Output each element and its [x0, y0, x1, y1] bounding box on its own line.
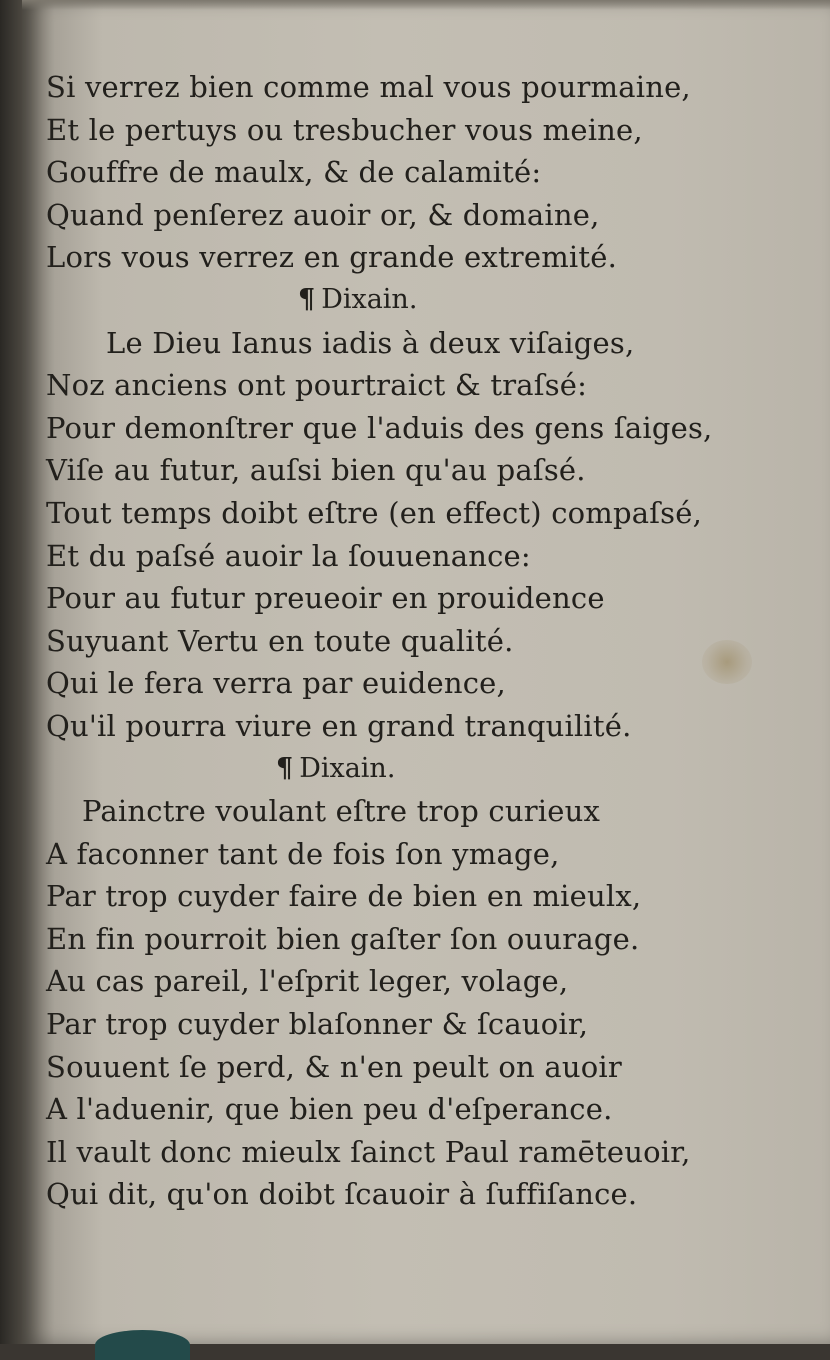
- stanza-3: [46, 790, 786, 1216]
- page-top-edge: [22, 0, 830, 10]
- dixain-heading: [46, 279, 786, 322]
- verse-line: Qu'il pourra viure en grand tranquilité.: [46, 708, 632, 743]
- verse-line: Par trop cuyder blaſonner & ſcauoir,: [46, 1007, 589, 1042]
- dixain-heading: [46, 748, 786, 791]
- verse-line: Noz anciens ont pourtraict & traſsé:: [46, 368, 588, 403]
- verse-line: Souuent ſe perd, & n'en peult on auoir: [46, 1049, 622, 1084]
- verse-line: En fin pourroit bien gaſter ſon ouurage.: [46, 921, 640, 956]
- verse-line: Et le pertuys ou tresbucher vous meine,: [46, 112, 643, 147]
- verse-line: Tout temps doibt eſtre (en effect) compaſsé,: [46, 495, 703, 530]
- verse-line: Quand penſerez auoir or, & domaine,: [46, 197, 600, 232]
- verse-line: Qui le fera verra par euidence,: [46, 666, 506, 701]
- verse-line: Il vault donc mieulx ſainct Paul ramēteuoir,: [46, 1134, 691, 1169]
- verse-line: Par trop cuyder faire de bien en mieulx,: [46, 879, 642, 914]
- verse-line: Suyuant Vertu en toute qualité.: [46, 623, 514, 658]
- verse-line: Et du paſsé auoir la ſouuenance:: [46, 538, 531, 573]
- stanza-1: [46, 66, 786, 279]
- verse-line: Gouffre de maulx, & de calamité:: [46, 155, 542, 190]
- verse-line: Si verrez bien comme mal vous pourmaine,: [46, 70, 691, 104]
- verse-line: Pour demonſtrer que l'aduis des gens ſaiges,: [46, 410, 713, 445]
- verse-line: Painctre voulant eſtre trop curieux: [82, 794, 601, 829]
- verse-line: Pour au futur preueoir en prouidence: [46, 581, 605, 616]
- verse-line: Qui dit, qu'on doibt ſcauoir à ſuffiſance.: [46, 1177, 638, 1212]
- stanza-2: [46, 322, 786, 748]
- bottom-binding-mark: [95, 1330, 190, 1360]
- verse-line: Le Dieu Ianus iadis à deux viſaiges,: [106, 325, 635, 360]
- heading-text: Dixain.: [299, 752, 396, 784]
- verse-line: A l'aduenir, que bien peu d'eſperance.: [46, 1092, 613, 1127]
- verse-line: Lors vous verrez en grande extremité.: [46, 240, 618, 275]
- pilcrow-icon: ¶: [276, 752, 294, 784]
- heading-text: Dixain.: [321, 283, 418, 315]
- verse-line: Au cas pareil, l'eſprit leger, volage,: [46, 964, 569, 999]
- poem-text: [46, 66, 786, 1216]
- verse-line: A faconner tant de fois ſon ymage,: [46, 836, 560, 871]
- pilcrow-icon: ¶: [298, 283, 316, 315]
- verse-line: Viſe au futur, auſsi bien qu'au paſsé.: [46, 453, 586, 488]
